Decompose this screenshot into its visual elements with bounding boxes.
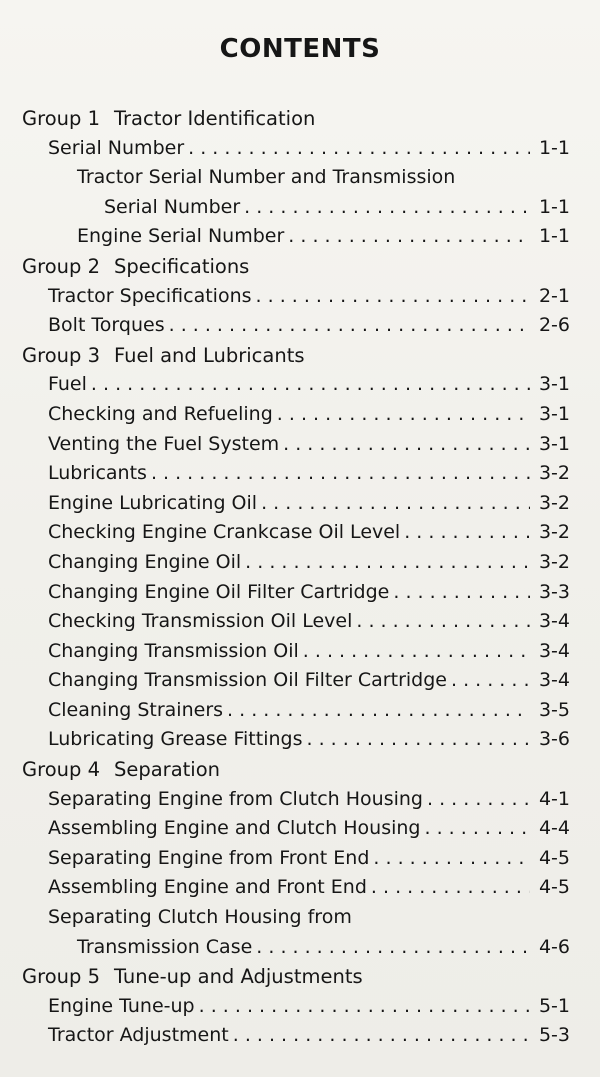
leader-dots xyxy=(283,430,530,460)
entry-page: 4-1 xyxy=(538,787,570,810)
leader-dots xyxy=(307,725,531,755)
toc-entry xyxy=(0,370,600,400)
leader-dots xyxy=(404,518,530,548)
toc-entry xyxy=(0,844,600,874)
leader-dots xyxy=(393,578,530,608)
leader-dots xyxy=(244,193,530,223)
entry-label: Changing Engine Oil Filter Cartridge xyxy=(48,580,390,603)
toc-entry xyxy=(0,607,600,637)
toc-entry xyxy=(0,666,600,696)
entry-page: 3-1 xyxy=(538,402,570,425)
entry-label: Checking Transmission Oil Level xyxy=(48,610,353,633)
toc-entry xyxy=(0,282,600,312)
toc-entry xyxy=(0,873,600,903)
leader-dots xyxy=(277,400,530,430)
leader-dots xyxy=(373,844,530,874)
group-number: Group 5 xyxy=(22,965,100,989)
leader-dots xyxy=(151,459,530,489)
entry-label: Lubricants xyxy=(48,462,147,485)
group-heading xyxy=(0,104,600,134)
entry-label-line1: Tractor Serial Number and Transmission xyxy=(77,166,456,189)
entry-page: 2-6 xyxy=(538,314,570,337)
leader-dots xyxy=(356,607,530,637)
group-heading xyxy=(0,341,600,371)
toc-entry xyxy=(0,1021,600,1051)
entry-label: Changing Engine Oil xyxy=(48,550,242,573)
entry-label-line2: Transmission Case xyxy=(77,935,253,958)
leader-dots xyxy=(303,637,530,667)
entry-label: Checking Engine Crankcase Oil Level xyxy=(48,521,401,544)
entry-label: Bolt Torques xyxy=(48,314,165,337)
toc-entry xyxy=(0,400,600,430)
entry-page: 1-1 xyxy=(538,195,570,218)
entry-page: 3-1 xyxy=(538,373,570,396)
entry-label: Assembling Engine and Clutch Housing xyxy=(48,817,421,840)
leader-dots xyxy=(425,814,531,844)
group-number: Group 1 xyxy=(22,107,100,130)
entry-page: 3-4 xyxy=(538,639,570,662)
toc-entry xyxy=(0,311,600,341)
entry-label: Checking and Refueling xyxy=(48,402,273,425)
entry-label: Serial Number xyxy=(48,136,185,159)
leader-dots xyxy=(261,489,530,519)
entry-label: Tractor Specifications xyxy=(48,284,252,307)
entry-label-line2: Serial Number xyxy=(104,195,241,218)
entry-page: 3-6 xyxy=(538,728,570,751)
toc-entry xyxy=(0,785,600,815)
toc-entry xyxy=(0,992,600,1022)
entry-page: 3-5 xyxy=(538,698,570,721)
group-number: Group 4 xyxy=(22,758,100,782)
group-name: Separation xyxy=(113,758,221,782)
toc-entry xyxy=(0,637,600,667)
leader-dots xyxy=(169,311,530,341)
leader-dots xyxy=(227,696,530,726)
toc-entry xyxy=(0,430,600,460)
leader-dots xyxy=(199,992,530,1022)
leader-dots xyxy=(256,282,530,312)
entry-page: 2-1 xyxy=(538,284,570,307)
entry-page: 1-1 xyxy=(538,225,570,248)
group-heading xyxy=(0,755,600,785)
leader-dots xyxy=(233,1021,530,1051)
entry-label: Fuel xyxy=(48,373,87,396)
entry-label: Changing Transmission Oil xyxy=(48,639,299,662)
entry-page: 5-1 xyxy=(538,994,570,1017)
entry-label: Cleaning Strainers xyxy=(48,698,224,721)
leader-dots xyxy=(427,785,530,815)
entry-page: 3-2 xyxy=(538,491,570,514)
entry-page: 5-3 xyxy=(538,1024,570,1047)
entry-label: Lubricating Grease Fittings xyxy=(48,728,303,751)
toc-entry xyxy=(0,489,600,519)
entry-label: Separating Engine from Front End xyxy=(48,846,370,869)
toc-entry xyxy=(0,933,600,963)
entry-page: 4-4 xyxy=(538,817,570,840)
entry-label: Separating Engine from Clutch Housing xyxy=(48,787,423,810)
group-name: Fuel and Lubricants xyxy=(113,343,305,367)
leader-dots xyxy=(188,134,530,164)
toc-entry xyxy=(0,518,600,548)
group-number: Group 2 xyxy=(22,254,100,278)
leader-dots xyxy=(371,873,530,903)
entry-page: 3-3 xyxy=(538,580,570,603)
group-name: Tractor Identification xyxy=(113,107,316,130)
toc-entry xyxy=(0,725,600,755)
entry-page: 4-5 xyxy=(538,846,570,869)
toc-entry xyxy=(0,814,600,844)
toc-entry xyxy=(0,459,600,489)
leader-dots xyxy=(91,370,530,400)
group-name: Specifications xyxy=(113,254,250,278)
entry-page: 4-5 xyxy=(538,876,570,899)
entry-label: Engine Tune-up xyxy=(48,994,195,1017)
table-of-contents xyxy=(0,104,600,1051)
toc-entry xyxy=(0,134,600,164)
entry-page: 3-4 xyxy=(538,610,570,633)
leader-dots xyxy=(288,222,530,252)
toc-entry xyxy=(0,548,600,578)
entry-page: 3-1 xyxy=(538,432,570,455)
entry-page: 3-2 xyxy=(538,550,570,573)
page-title: CONTENTS xyxy=(219,34,381,64)
entry-page: 1-1 xyxy=(538,136,570,159)
entry-label: Venting the Fuel System xyxy=(48,432,280,455)
entry-label: Engine Lubricating Oil xyxy=(48,491,258,514)
entry-page: 4-6 xyxy=(538,935,570,958)
group-heading xyxy=(0,252,600,282)
entry-label: Changing Transmission Oil Filter Cartridge xyxy=(48,669,447,692)
entry-label: Tractor Adjustment xyxy=(48,1024,229,1047)
entry-page: 3-2 xyxy=(538,462,570,485)
toc-entry xyxy=(0,222,600,252)
group-number: Group 3 xyxy=(22,343,100,367)
toc-entry xyxy=(0,193,600,223)
entry-page: 3-2 xyxy=(538,521,570,544)
entry-page: 3-4 xyxy=(538,669,570,692)
leader-dots xyxy=(451,666,530,696)
leader-dots xyxy=(245,548,530,578)
toc-entry xyxy=(0,696,600,726)
group-name: Tune-up and Adjustments xyxy=(113,965,363,989)
leader-dots xyxy=(256,933,530,963)
toc-entry xyxy=(0,578,600,608)
group-heading xyxy=(0,962,600,992)
entry-label: Engine Serial Number xyxy=(77,225,285,248)
entry-label-line1: Separating Clutch Housing from xyxy=(48,906,352,929)
entry-label: Assembling Engine and Front End xyxy=(48,876,367,899)
